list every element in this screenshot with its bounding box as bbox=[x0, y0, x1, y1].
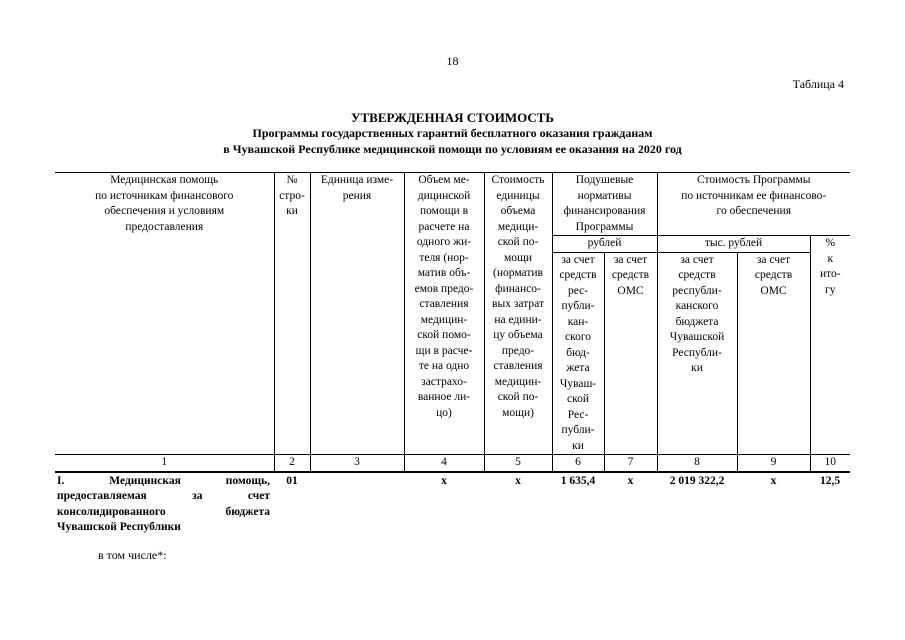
col-number-3: 3 bbox=[310, 455, 404, 472]
header-unit: Единица изме- рения bbox=[310, 173, 404, 455]
col-number-9: 9 bbox=[737, 455, 810, 472]
col-number-7: 7 bbox=[604, 455, 657, 472]
document-subtitle-line1: Программы государственных гарантий бесплатного оказания гражданам bbox=[252, 126, 653, 140]
row-percap-oms: х bbox=[627, 474, 634, 487]
col-number-4: 4 bbox=[404, 455, 484, 472]
row-unit bbox=[310, 472, 404, 536]
row-percap-republic-budget: 1 635,4 bbox=[560, 474, 596, 487]
page-number: 18 bbox=[446, 54, 459, 68]
row-label: I. Медицинская помощь, предоставляемая за счет консолидированного бюджета Чувашской Республики bbox=[57, 474, 270, 533]
row-volume: х bbox=[441, 474, 447, 487]
document-title: УТВЕРЖДЕННАЯ СТОИМОСТЬ bbox=[350, 110, 555, 125]
header-percap-oms: за счет средств ОМС bbox=[604, 252, 657, 455]
header-cost-oms: за счет средств ОМС bbox=[737, 252, 810, 455]
col-number-1: 1 bbox=[55, 455, 274, 472]
col-number-6: 6 bbox=[552, 455, 604, 472]
header-unit-cost: Стоимость единицы объема медици- ской по- мощи (норматив финансо- вых затрат на едини- цу объема предо- ставления медицин- ской по- мощи) bbox=[484, 173, 552, 455]
header-percent-of-total: % к ито- гу bbox=[810, 236, 850, 455]
including-note: в том числе*: bbox=[98, 548, 167, 562]
cost-table bbox=[55, 172, 850, 536]
header-program-cost: Стоимость Программы по источникам ее финансово- го обеспечения bbox=[657, 173, 850, 236]
row-unit-cost: х bbox=[515, 474, 521, 487]
row-cost-republic-budget: 2 019 322,2 bbox=[669, 474, 725, 487]
header-medical-care: Медицинская помощь по источникам финансового обеспечения и условиям предоставления bbox=[55, 173, 274, 455]
document-subtitle-line2: в Чувашской Республике медицинской помощи по условиям ее оказания на 2020 год bbox=[223, 142, 682, 156]
row-percent: 12,5 bbox=[819, 474, 841, 487]
col-number-5: 5 bbox=[484, 455, 552, 472]
table-label: Таблица 4 bbox=[792, 77, 844, 91]
header-percap-republic-budget: за счет средств рес- публи- кан- ского бюд- жета Чуваш- ской Рес- публи- ки bbox=[552, 252, 604, 455]
col-number-2: 2 bbox=[274, 455, 310, 472]
row-line-number: 01 bbox=[286, 474, 298, 487]
col-number-8: 8 bbox=[657, 455, 737, 472]
header-cost-republic-budget: за счет средств республи- канского бюджета Чувашской Республи- ки bbox=[657, 252, 737, 455]
header-per-capita: Подушевые нормативы финансирования Программы bbox=[552, 173, 657, 236]
row-cost-oms: х bbox=[770, 474, 777, 487]
header-thousand-rubles: тыс. рублей bbox=[657, 236, 810, 253]
table-row bbox=[55, 472, 850, 536]
col-number-10: 10 bbox=[810, 455, 850, 472]
header-rubles: рублей bbox=[552, 236, 657, 253]
header-volume: Объем ме- дицинской помощи в расчете на одного жи- теля (нор- матив объ- емов предо- ставления медицин- ской помо- щи в расче- те на одно застрахо- ванное ли- цо) bbox=[404, 173, 484, 455]
header-line-number: № стро- ки bbox=[274, 173, 310, 455]
